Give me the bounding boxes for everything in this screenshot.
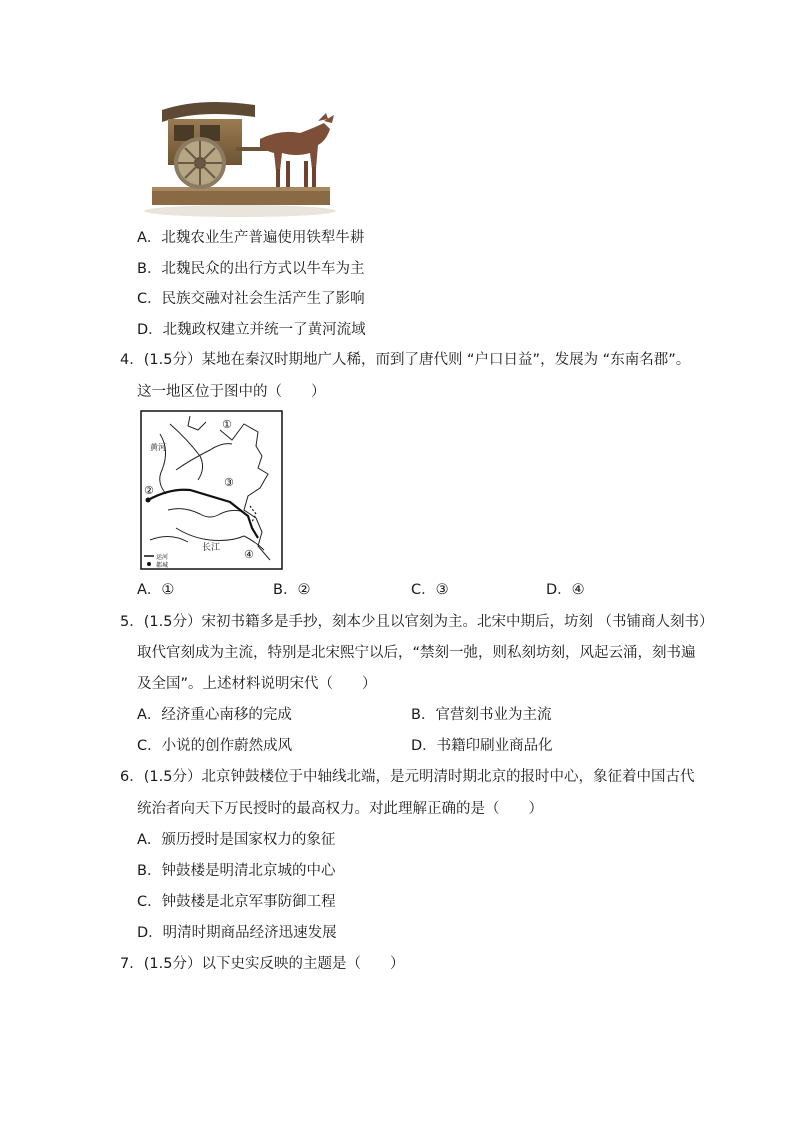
q5-stem-line3: 及全国”。上述材料说明宋代（ ）: [137, 676, 377, 692]
ox-cart-figure: [140, 95, 336, 220]
q5-option-a[interactable]: A．经济重心南移的完成: [137, 707, 292, 723]
map-marker-1: ①: [222, 418, 232, 431]
q6-option-c[interactable]: C．钟鼓楼是北京军事防御工程: [137, 894, 336, 910]
q6-option-b[interactable]: B．钟鼓楼是明清北京城的中心: [137, 863, 336, 879]
map-legend-capital: 都城: [156, 562, 169, 569]
q4-stem-line1: 4．(1.5分）某地在秦汉时期地广人稀，而到了唐代则 “户口日益”，发展为 “东南名郡”。: [120, 352, 691, 368]
map-label-huang: 黄河: [150, 443, 166, 452]
q6-stem-line1: 6．(1.5分）北京钟鼓楼位于中轴线北端，是元明清时期北京的报时中心，象征着中国古代: [120, 769, 695, 785]
map-label-chang: 长江: [202, 543, 221, 553]
q5-stem-line2: 取代官刻成为主流，特别是北宋熙宁以后，“禁刻一弛，则私刻坊刻，风起云涌，刻书遍: [137, 645, 696, 661]
q5-option-b[interactable]: B．官营刻书业为主流: [411, 707, 552, 723]
map-marker-3: ③: [224, 476, 234, 489]
q3-option-b[interactable]: B．北魏民众的出行方式以牛车为主: [137, 261, 365, 277]
q4-option-b[interactable]: B．②: [273, 582, 311, 598]
map-marker-2: ②: [144, 484, 154, 497]
historical-map-figure: [140, 410, 283, 570]
q6-option-a[interactable]: A．颁历授时是国家权力的象征: [137, 832, 336, 848]
q3-option-c[interactable]: C．民族交融对社会生活产生了影响: [137, 291, 365, 307]
map-legend-canal: 运河: [156, 554, 169, 561]
q5-stem-line1: 5．(1.5分）宋初书籍多是手抄，刻本少且以官刻为主。北宋中期后，坊刻 （书铺商人刻书）: [120, 614, 714, 630]
q4-stem-line2: 这一地区位于图中的（ ）: [137, 384, 326, 400]
q6-stem-line2: 统治者向天下万民授时的最高权力。对此理解正确的是（ ）: [137, 801, 543, 817]
q4-option-a[interactable]: A．①: [137, 582, 175, 598]
q5-option-d[interactable]: D．书籍印刷业商品化: [411, 738, 553, 754]
q3-option-a[interactable]: A．北魏农业生产普遍使用铁犁牛耕: [137, 230, 365, 246]
map-marker-4: ④: [244, 548, 254, 561]
q6-option-d[interactable]: D．明清时期商品经济迅速发展: [137, 925, 337, 941]
q7-stem-line1: 7．(1.5分）以下史实反映的主题是（ ）: [120, 956, 405, 972]
q3-option-d[interactable]: D．北魏政权建立并统一了黄河流域: [137, 322, 366, 338]
q4-option-d[interactable]: D．④: [546, 582, 585, 598]
q5-option-c[interactable]: C．小说的创作蔚然成风: [137, 738, 293, 754]
q4-option-c[interactable]: C．③: [411, 582, 449, 598]
